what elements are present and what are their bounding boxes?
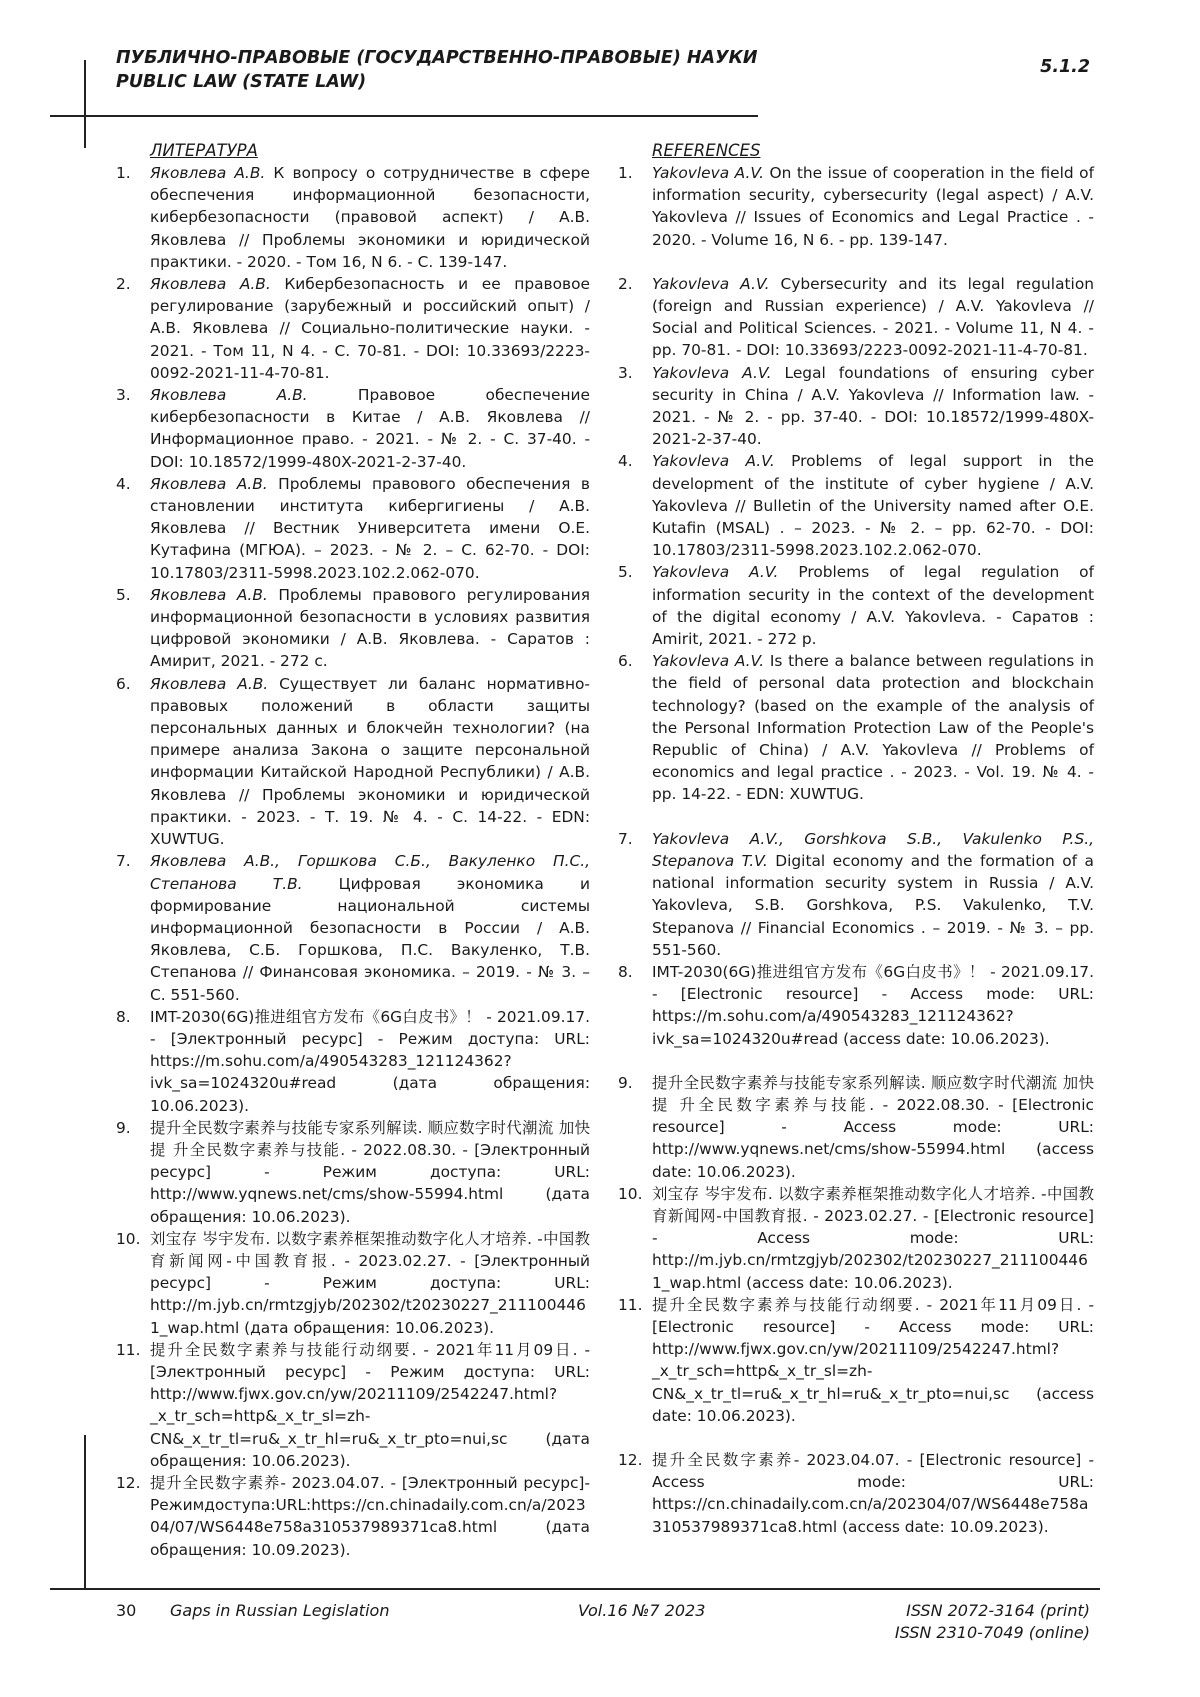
reference-citation: On the issue of cooperation in the field of information security, cybersecurity (legal aspect) / A.V. Yakovleva // Issues of Economics and Legal Practice . - 2020. - Volume 16, N 6. - pp. 139-147. <box>652 164 1094 249</box>
reference-text <box>652 828 1094 961</box>
reference-citation: 提升全民数字素养与技能行动纲要. - 2021年11月09日. - [Электронный ресурс] - Режим доступа: URL: http://www.fjwx.gov.cn/yw/20211109/2542247.html?_x_tr_sch=http&_x_tr_sl=zh-CN&_x_tr_tl=ru&_x_tr_hl=ru&_x_tr_pto=nui,sc (дата обращения: 10.06.2023). <box>150 1340 590 1470</box>
reference-item <box>116 273 590 384</box>
reference-text <box>150 673 590 851</box>
reference-text <box>150 1228 590 1339</box>
reference-authors: Яковлева А.В., Горшкова С.Б., Вакуленко П.С., Степанова Т.В. <box>150 852 590 893</box>
reference-citation: 刘宝存 岑宇发布. 以数字素养框架推动数字化人才培养. -中国教育新闻网-中国教育报. - 2023.02.27. - [Electronic resource] - Access mode: URL: http://m.jyb.cn/rmtzgjyb/202302/t20230227_2111004461_wap.html (access date: 10.06.2023). <box>652 1184 1094 1292</box>
references-ru-heading: ЛИТЕРАТУРА <box>150 141 258 160</box>
reference-item <box>618 961 1094 1050</box>
reference-item <box>618 650 1094 805</box>
section-title-en: PUBLIC LAW (STATE LAW) <box>116 72 367 92</box>
reference-citation: Problems of legal support in the development of the institute of cyber hygiene / A.V. Yakovleva // Bulletin of the University named after O.E. Kutafin (MSAL) . – 2023. - № 2. – pp. 62-70. - DOI: 10.17803/2311-5998.2023.102.2.062-070. <box>652 452 1094 560</box>
reference-citation: IMT-2030(6G)推进组官方发布《6G白皮书》！ - 2021.09.17. - [Электронный ресурс] - Режим доступа: URL: https://m.sohu.com/a/490543283_121124362?ivk_sa=1024320u#read (дата обращения: 10.06.2023). <box>150 1007 590 1115</box>
reference-item <box>618 162 1094 251</box>
reference-citation: Существует ли баланс нормативно-правовых положений в области защиты персональных данных и блокчейн технологии? (на примере анализа Закона о защите персональной информации Китайской Народной Республики) / А.В. Яковлева // Проблемы экономики и юридической практики. - 2023. - Т. 19. № 4. - С. 14-22. - EDN: XUWTUG. <box>150 674 590 849</box>
reference-text <box>150 473 590 584</box>
reference-text <box>652 961 1094 1050</box>
reference-item <box>618 1183 1094 1294</box>
reference-authors: Yakovleva A.V. <box>652 563 779 582</box>
reference-item <box>618 450 1094 561</box>
reference-citation: Проблемы правового регулирования информационной безопасности в условиях развития цифровой экономики / А.В. Яковлева. - Саратов : Амирит, 2021. - 272 с. <box>150 585 590 671</box>
reference-number: 11. <box>116 1340 141 1359</box>
reference-item <box>116 673 590 851</box>
reference-text <box>150 1472 590 1561</box>
reference-number: 5. <box>618 563 633 582</box>
reference-number: 2. <box>116 275 131 294</box>
footer-horizontal-line <box>50 1588 1100 1590</box>
reference-number: 1. <box>116 164 131 182</box>
reference-number: 6. <box>618 652 633 671</box>
reference-authors: Яковлева А.В. <box>150 275 271 294</box>
reference-citation: 提升全民数字素养与技能专家系列解读. 顺应数字时代潮流 加快提 升全民数字素养与技能. - 2022.08.30. - [Электронный ресурс] - Режим доступа: URL: http://www.yqnews.net/cms/show-55994.html (дата обращения: 10.06.2023). <box>150 1118 590 1226</box>
reference-citation: К вопросу о сотрудничестве в сфере обеспечения информационной безопасности, кибербезопасности (правовой аспект) / А.В. Яковлева // Проблемы экономики и юридической практики. - 2020. - Том 16, N 6. - С. 139-147. <box>150 164 590 271</box>
volume-issue: Vol.16 №7 2023 <box>578 1601 706 1620</box>
issn-block <box>895 1600 1090 1644</box>
reference-number: 2. <box>618 274 633 293</box>
reference-authors: Yakovleva A.V., Gorshkova S.B., Vakulenko P.S., Stepanova T.V. <box>652 829 1094 870</box>
reference-item <box>116 1472 590 1561</box>
reference-text <box>150 1339 590 1472</box>
reference-authors: Яковлева А.В. <box>150 164 266 182</box>
reference-number: 11. <box>618 1295 643 1314</box>
section-code: 5.1.2 <box>1040 57 1090 77</box>
reference-number: 1. <box>618 164 633 182</box>
reference-item <box>116 584 590 673</box>
reference-number: 8. <box>116 1007 131 1026</box>
issn-print: ISSN 2072-3164 (print) <box>906 1601 1090 1620</box>
reference-citation: 提升全民数字素养- 2023.04.07. - [Electronic resource] - Access mode: URL: https://cn.chinadaily.com.cn/a/202304/07/WS6448e758a310537989371ca8.html (access date: 10.09.2023). <box>652 1450 1094 1536</box>
reference-text <box>652 450 1094 561</box>
reference-item <box>618 1294 1094 1427</box>
reference-authors: Yakovleva A.V. <box>652 363 772 382</box>
reference-item <box>116 1117 590 1228</box>
reference-citation: Правовое обеспечение кибербезопасности в Китае / А.В. Яковлева // Информационное право. - 2021. - № 2. - С. 37-40. - DOI: 10.18572/1999-480X-2021-2-37-40. <box>150 386 590 471</box>
reference-number: 12. <box>618 1450 643 1469</box>
reference-item <box>116 473 590 584</box>
reference-item <box>618 273 1094 362</box>
journal-section-header <box>116 46 758 94</box>
reference-authors: Яковлева А.В. <box>150 386 308 405</box>
reference-number: 4. <box>618 452 633 471</box>
reference-number: 9. <box>116 1118 131 1137</box>
reference-authors: Yakovleva A.V. <box>652 452 775 471</box>
reference-item <box>116 1339 590 1472</box>
reference-text <box>150 162 590 273</box>
reference-authors: Yakovleva A.V. <box>652 652 765 671</box>
references-ru-list <box>116 162 590 1561</box>
reference-citation: 提升全民数字素养与技能行动纲要. - 2021年11月09日. - [Electronic resource] - Access mode: URL: http://www.fjwx.gov.cn/yw/20211109/2542247.html?_x_tr_sch=http&_x_tr_sl=zh-CN&_x_tr_tl=ru&_x_tr_hl=ru&_x_tr_pto=nui,sc (access date: 10.06.2023). <box>652 1295 1094 1425</box>
reference-citation: Legal foundations of ensuring cyber security in China / A.V. Yakovleva // Information law. - 2021. - № 2. - pp. 37-40. - DOI: 10.18572/1999-480X-2021-2-37-40. <box>652 363 1094 449</box>
page-number: 30 <box>116 1601 137 1620</box>
section-title-ru: ПУБЛИЧНО-ПРАВОВЫЕ (ГОСУДАРСТВЕННО-ПРАВОВЫЕ) НАУКИ <box>116 48 758 68</box>
reference-citation: 提升全民数字素养与技能专家系列解读. 顺应数字时代潮流 加快提 升全民数字素养与技能. - 2022.08.30. - [Electronic resource] - Access mode: URL: http://www.yqnews.net/cms/show-55994.html (access date: 10.06.2023). <box>652 1073 1094 1181</box>
reference-text <box>652 650 1094 805</box>
references-en-column <box>618 140 1094 1538</box>
reference-item <box>116 1006 590 1117</box>
reference-text <box>652 1183 1094 1294</box>
reference-number: 3. <box>116 386 131 405</box>
footer-vertical-line <box>84 1435 86 1590</box>
reference-text <box>652 1072 1094 1183</box>
reference-number: 5. <box>116 585 131 604</box>
header-vertical-line <box>84 60 86 148</box>
issn-online: ISSN 2310-7049 (online) <box>894 1623 1090 1642</box>
reference-item <box>618 1449 1094 1538</box>
reference-number: 9. <box>618 1073 633 1092</box>
reference-item <box>618 561 1094 650</box>
references-ru-column <box>116 140 590 1561</box>
reference-citation: Проблемы правового обеспечения в становлении института кибергигиены / А.В. Яковлева // Вестник Университета имени О.Е. Кутафина (МГЮА). – 2023. - № 2. – С. 62-70. - DOI: 10.17803/2311-5998.2023.102.2.062-070. <box>150 474 590 582</box>
reference-number: 7. <box>116 852 131 871</box>
reference-text <box>150 1117 590 1228</box>
reference-citation: Digital economy and the formation of a national information security system in Russia / A.V. Yakovleva, S.B. Gorshkova, P.S. Vakulenko, T.V. Stepanova // Financial Economics . – 2019. - № 3. – pp. 551-560. <box>652 851 1094 959</box>
reference-text <box>150 273 590 384</box>
reference-text <box>652 561 1094 650</box>
reference-citation: Цифровая экономика и формирование национальной системы информационной безопасности в России / А.В. Яковлева, С.Б. Горшкова, П.С. Вакуленко, Т.В. Степанова // Финансовая экономика. – 2019. - № 3. – С. 551-560. <box>150 874 590 1004</box>
reference-text <box>150 584 590 673</box>
reference-number: 10. <box>618 1184 643 1203</box>
reference-authors: Яковлева А.В. <box>150 474 268 493</box>
references-en-list <box>618 162 1094 1538</box>
reference-text <box>652 1449 1094 1538</box>
reference-number: 10. <box>116 1229 141 1248</box>
reference-text <box>652 1294 1094 1427</box>
reference-item <box>618 1072 1094 1183</box>
reference-item <box>116 162 590 273</box>
reference-text <box>652 273 1094 362</box>
reference-number: 4. <box>116 474 131 493</box>
reference-citation: Problems of legal regulation of information security in the context of the development of the digital economy / A.V. Yakovleva. - Саратов : Amirit, 2021. - 272 p. <box>652 563 1094 649</box>
reference-item <box>116 1228 590 1339</box>
reference-text <box>150 850 590 1005</box>
references-en-heading: REFERENCES <box>652 141 761 160</box>
reference-text <box>652 362 1094 451</box>
reference-item <box>116 384 590 473</box>
reference-item <box>116 850 590 1005</box>
reference-authors: Yakovleva A.V. <box>652 164 764 182</box>
reference-citation: Cybersecurity and its legal regulation (foreign and Russian experience) / A.V. Yakovleva // Social and Political Sciences. - 2021. - Volume 11, N 4. - pp. 70-81. - DOI: 10.33693/2223-0092-2021-11-4-70-81. <box>652 274 1094 360</box>
reference-citation: 提升全民数字素养- 2023.04.07. - [Электронный ресурс]-Режимдоступа:URL:https://cn.chinadaily.com.cn/a/202304/07/WS6448e758a310537989371ca8.html (дата обращения: 10.09.2023). <box>150 1473 590 1559</box>
reference-citation: Кибербезопасность и ее правовое регулирование (зарубежный и российский опыт) / А.В. Яковлева // Социально-политические науки. - 2021. - Том 11, N 4. - С. 70-81. - DOI: 10.33693/2223-0092-2021-11-4-70-81. <box>150 275 590 382</box>
reference-authors: Яковлева А.В. <box>150 674 269 693</box>
reference-number: 6. <box>116 674 131 693</box>
header-horizontal-line <box>50 115 758 117</box>
reference-number: 12. <box>116 1473 141 1492</box>
reference-text <box>652 162 1094 251</box>
reference-number: 8. <box>618 962 633 981</box>
journal-name: Gaps in Russian Legislation <box>170 1601 390 1620</box>
reference-text <box>150 1006 590 1117</box>
reference-text <box>150 384 590 473</box>
reference-authors: Яковлева А.В. <box>150 585 268 604</box>
reference-citation: Is there a balance between regulations in the field of personal data protection and blockchain technology? (based on the example of the analysis of the Personal Information Protection Law of the People's Republic of China) / A.V. Yakovleva // Problems of economics and legal practice . - 2023. - Vol. 19. № 4. - pp. 14-22. - EDN: XUWTUG. <box>652 652 1094 804</box>
reference-citation: 刘宝存 岑宇发布. 以数字素养框架推动数字化人才培养. -中国教育新闻网-中国教育报. - 2023.02.27. - [Электронный ресурс] - Режим доступа: URL: http://m.jyb.cn/rmtzgjyb/202302/t20230227_2111004461_wap.html (дата обращения: 10.06.2023). <box>150 1229 590 1337</box>
reference-item <box>618 828 1094 961</box>
reference-citation: IMT-2030(6G)推进组官方发布《6G白皮书》！ - 2021.09.17. - [Electronic resource] - Access mode: URL: https://m.sohu.com/a/490543283_121124362?ivk_sa=1024320u#read (access date: 10.06.2023). <box>652 962 1094 1048</box>
reference-number: 3. <box>618 363 633 382</box>
reference-item <box>618 362 1094 451</box>
reference-number: 7. <box>618 829 633 848</box>
reference-authors: Yakovleva A.V. <box>652 274 770 293</box>
